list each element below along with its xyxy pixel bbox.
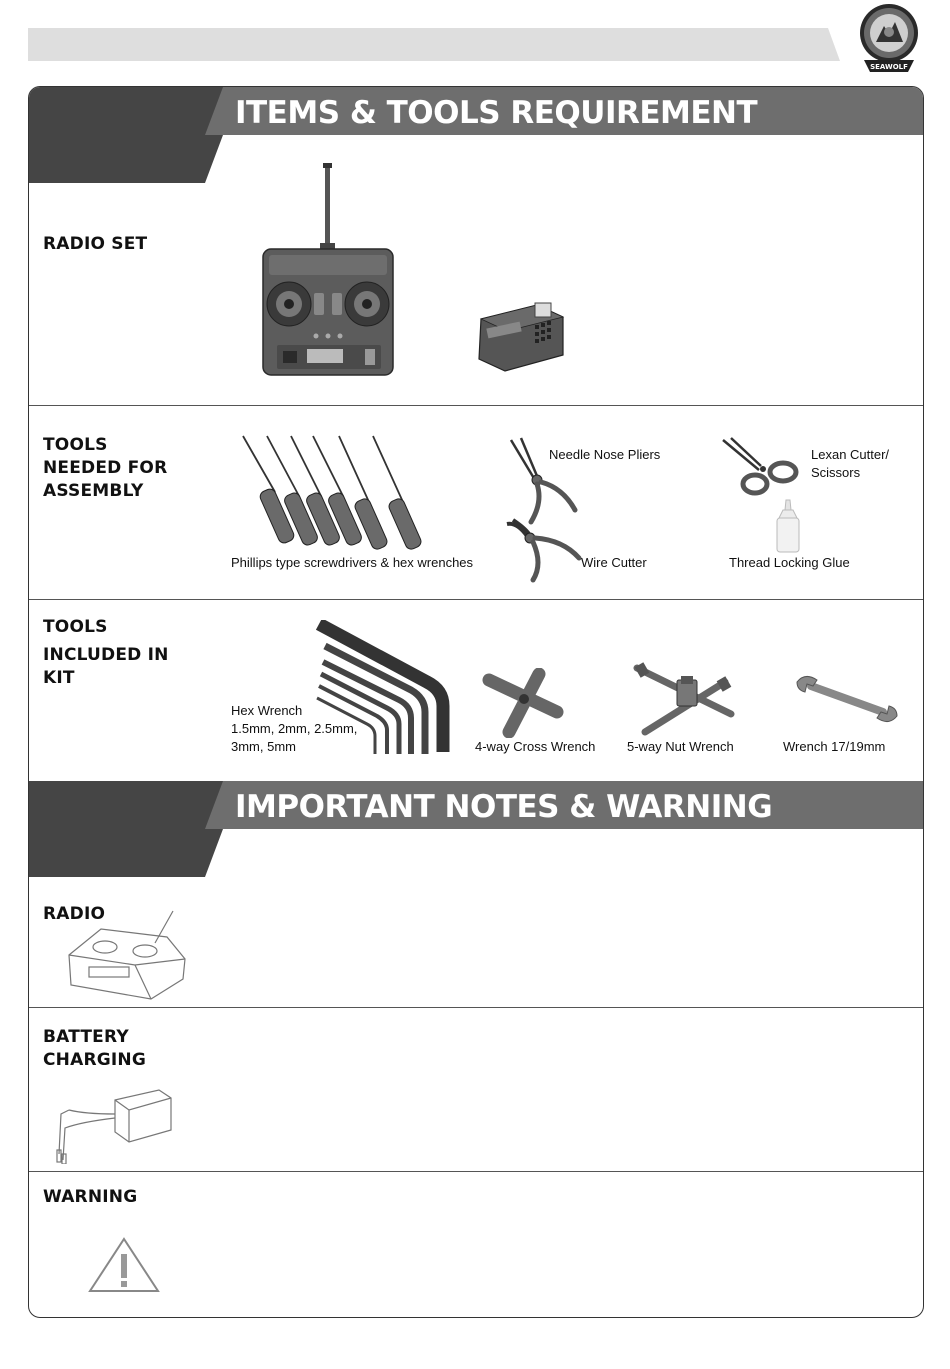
thread-locking-glue-image (773, 498, 803, 554)
wire-cutter-caption: Wire Cutter (581, 555, 647, 570)
notes-radio-label: RADIO (43, 904, 106, 924)
lexan-caption: Lexan Cutter/ Scissors (811, 447, 890, 480)
seawolf-logo (858, 2, 920, 78)
tools-needed-row (29, 405, 923, 599)
header-bar (28, 28, 840, 61)
nut-wrench-caption: 5-way Nut Wrench (627, 739, 734, 754)
cross-wrench-4way-image (481, 668, 565, 738)
wrench-caption: Wrench 17/19mm (783, 739, 886, 754)
battery-charging-row (29, 1007, 923, 1171)
battery-charging-label: BATTERY CHARGING (43, 1027, 147, 1070)
tools-included-label-2: INCLUDED IN KIT (43, 645, 169, 688)
warning-row (29, 1171, 923, 1318)
tools-needed-label: TOOLS NEEDED FOR ASSEMBLY (43, 435, 168, 501)
receiver-image (475, 299, 567, 373)
radio-set-label: RADIO SET (43, 234, 148, 254)
nut-wrench-5way-image (631, 660, 741, 736)
transmitter-image (259, 163, 399, 379)
glue-caption: Thread Locking Glue (729, 555, 850, 570)
hex-wrench-caption: Hex Wrench 1.5mm, 2mm, 2.5mm, 3mm, 5mm (231, 703, 358, 754)
pliers-caption: Needle Nose Pliers (549, 447, 661, 462)
screwdrivers-caption: Phillips type screwdrivers & hex wrenches (231, 555, 474, 570)
cross-wrench-caption: 4-way Cross Wrench (475, 739, 596, 754)
radio-line-icon (65, 907, 191, 1001)
logo-text: SEAWOLF (870, 63, 908, 71)
warning-label: WARNING (43, 1187, 138, 1207)
page-frame (28, 86, 924, 1318)
wire-cutter-image (503, 518, 587, 584)
wrench-17-19-image (795, 674, 899, 724)
warning-triangle-icon (87, 1236, 161, 1294)
tools-included-label-1: TOOLS (43, 617, 108, 637)
section-title-items-tools: ITEMS & TOOLS REQUIREMENT (235, 95, 758, 131)
section-title-notes: IMPORTANT NOTES & WARNING (235, 789, 773, 825)
items-tools-banner (29, 87, 923, 183)
lexan-scissors-image (719, 436, 805, 498)
notes-banner (29, 781, 923, 877)
screwdrivers-image (235, 432, 447, 556)
tools-included-row (29, 599, 923, 781)
charger-line-icon (55, 1084, 175, 1164)
